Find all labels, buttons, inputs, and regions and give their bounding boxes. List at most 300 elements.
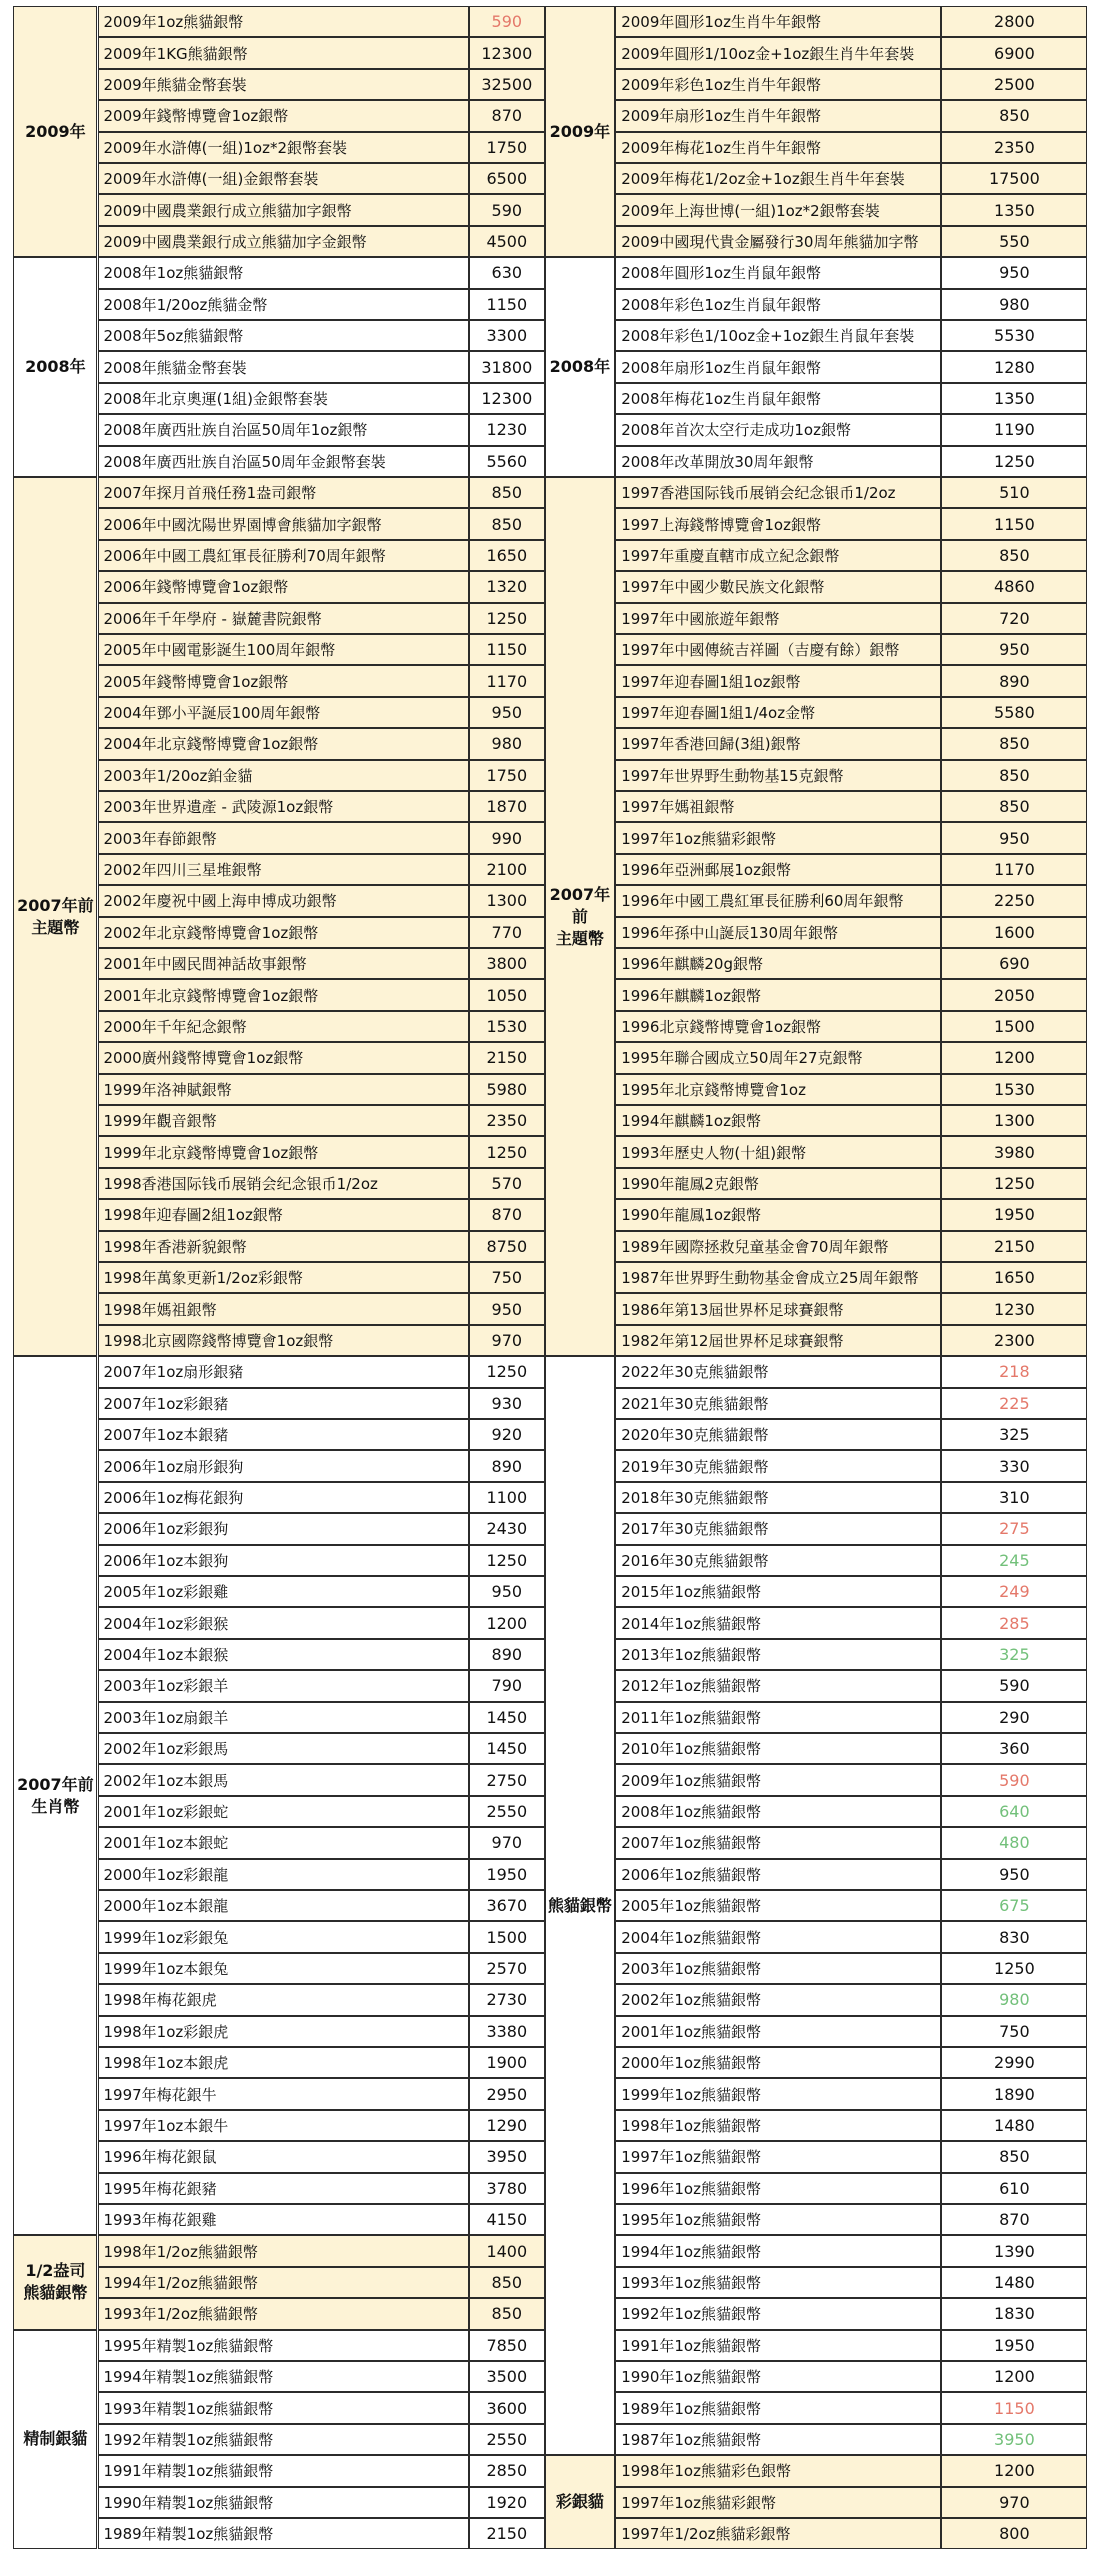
- left-coin-price: 930: [469, 1388, 545, 1419]
- right-coin-name: 1987年1oz熊貓銀幣: [615, 2424, 941, 2455]
- left-coin-name: 1998年萬象更新1/2oz彩銀幣: [98, 1262, 470, 1293]
- left-coin-price: 590: [469, 6, 545, 37]
- right-coin-name: 2009年圓形1oz生肖牛年銀幣: [615, 6, 941, 37]
- right-coin-price: 950: [941, 1859, 1087, 1890]
- left-category-label: 2007年前 主題幣: [13, 477, 97, 1356]
- right-coin-name: 1996北京錢幣博覽會1oz銀幣: [615, 1011, 941, 1042]
- left-coin-name: 1998北京國際錢幣博覽會1oz銀幣: [98, 1325, 470, 1356]
- right-coin-price: 3950: [941, 2424, 1087, 2455]
- left-coin-name: 1991年精製1oz熊貓銀幣: [98, 2455, 470, 2486]
- right-coin-price: 1350: [941, 194, 1087, 225]
- right-coin-price: 1650: [941, 1262, 1087, 1293]
- left-coin-price: 2550: [469, 1796, 545, 1827]
- left-coin-price: 3600: [469, 2392, 545, 2423]
- left-coin-name: 1999年1oz本銀兔: [98, 1953, 470, 1984]
- right-coin-name: 1995年1oz熊貓銀幣: [615, 2204, 941, 2235]
- right-coin-name: 2008年彩色1/10oz金+1oz銀生肖鼠年套裝: [615, 320, 941, 351]
- left-coin-name: 2001年中國民間神話故事銀幣: [98, 948, 470, 979]
- right-coin-price: 2050: [941, 979, 1087, 1010]
- left-coin-price: 2850: [469, 2455, 545, 2486]
- right-coin-name: 1999年1oz熊貓銀幣: [615, 2078, 941, 2109]
- right-coin-price: 950: [941, 634, 1087, 665]
- right-coin-name: 2015年1oz熊貓銀幣: [615, 1576, 941, 1607]
- right-coin-price: 325: [941, 1419, 1087, 1450]
- right-coin-price: 6900: [941, 37, 1087, 68]
- right-coin-name: 2008年首次太空行走成功1oz銀幣: [615, 414, 941, 445]
- right-coin-name: 1996年1oz熊貓銀幣: [615, 2173, 941, 2204]
- right-coin-name: 1997香港国际钱币展销会纪念银币1/2oz: [615, 477, 941, 508]
- right-coin-price: 610: [941, 2173, 1087, 2204]
- right-coin-price: 950: [941, 257, 1087, 288]
- right-coin-name: 1990年1oz熊貓銀幣: [615, 2361, 941, 2392]
- left-coin-price: 1290: [469, 2110, 545, 2141]
- left-coin-price: 870: [469, 100, 545, 131]
- right-coin-name: 1990年龍鳳1oz銀幣: [615, 1199, 941, 1230]
- right-coin-name: 2008年梅花1oz生肖鼠年銀幣: [615, 383, 941, 414]
- right-coin-price: 5530: [941, 320, 1087, 351]
- right-coin-price: 275: [941, 1513, 1087, 1544]
- left-coin-price: 1170: [469, 665, 545, 696]
- left-coin-name: 2003年世界遺產 - 武陵源1oz銀幣: [98, 791, 470, 822]
- right-coin-price: 800: [941, 2518, 1087, 2549]
- left-coin-price: 570: [469, 1168, 545, 1199]
- left-coin-price: 3780: [469, 2173, 545, 2204]
- right-coin-price: 225: [941, 1388, 1087, 1419]
- right-coin-price: 830: [941, 1921, 1087, 1952]
- right-coin-name: 2006年1oz熊貓銀幣: [615, 1859, 941, 1890]
- left-coin-price: 1450: [469, 1733, 545, 1764]
- right-coin-price: 850: [941, 760, 1087, 791]
- right-coin-name: 1990年龍鳳2克銀幣: [615, 1168, 941, 1199]
- right-coin-name: 1997年媽祖銀幣: [615, 791, 941, 822]
- left-coin-price: 1300: [469, 885, 545, 916]
- right-coin-price: 590: [941, 1764, 1087, 1795]
- right-coin-name: 1989年1oz熊貓銀幣: [615, 2392, 941, 2423]
- left-coin-price: 2750: [469, 1764, 545, 1795]
- left-coin-name: 2009年水滸傳(一組)1oz*2銀幣套裝: [98, 132, 470, 163]
- left-coin-name: 2009年水滸傳(一組)金銀幣套裝: [98, 163, 470, 194]
- right-coin-name: 2009年上海世博(一組)1oz*2銀幣套裝: [615, 194, 941, 225]
- left-coin-price: 3300: [469, 320, 545, 351]
- right-coin-name: 1996年中國工農紅軍長征勝利60周年銀幣: [615, 885, 941, 916]
- right-coin-name: 1997年中國旅遊年銀幣: [615, 603, 941, 634]
- left-coin-price: 1100: [469, 1482, 545, 1513]
- left-coin-price: 3950: [469, 2141, 545, 2172]
- left-coin-price: 990: [469, 822, 545, 853]
- left-coin-price: 890: [469, 1450, 545, 1481]
- right-coin-name: 1996年麒麟1oz銀幣: [615, 979, 941, 1010]
- left-coin-price: 1320: [469, 571, 545, 602]
- left-coin-name: 2006年1oz梅花銀狗: [98, 1482, 470, 1513]
- right-coin-price: 1480: [941, 2267, 1087, 2298]
- right-coin-name: 2008年1oz熊貓銀幣: [615, 1796, 941, 1827]
- right-coin-price: 850: [941, 540, 1087, 571]
- right-coin-price: 870: [941, 2204, 1087, 2235]
- left-coin-price: 2570: [469, 1953, 545, 1984]
- right-coin-price: 3980: [941, 1136, 1087, 1167]
- left-coin-price: 950: [469, 697, 545, 728]
- left-coin-price: 1250: [469, 1136, 545, 1167]
- right-coin-price: 1390: [941, 2235, 1087, 2266]
- left-coin-name: 1998年媽祖銀幣: [98, 1293, 470, 1324]
- right-coin-name: 1997年中國少數民族文化銀幣: [615, 571, 941, 602]
- left-coin-name: 2004年1oz本銀猴: [98, 1639, 470, 1670]
- right-coin-price: 1480: [941, 2110, 1087, 2141]
- right-coin-price: 970: [941, 2487, 1087, 2518]
- right-coin-name: 1994年麒麟1oz銀幣: [615, 1105, 941, 1136]
- left-coin-price: 870: [469, 1199, 545, 1230]
- left-coin-price: 890: [469, 1639, 545, 1670]
- left-coin-price: 850: [469, 508, 545, 539]
- right-coin-price: 1150: [941, 508, 1087, 539]
- left-coin-name: 2007年1oz本銀豬: [98, 1419, 470, 1450]
- left-coin-price: 2350: [469, 1105, 545, 1136]
- left-coin-name: 1996年梅花銀鼠: [98, 2141, 470, 2172]
- right-coin-price: 1190: [941, 414, 1087, 445]
- left-coin-price: 1230: [469, 414, 545, 445]
- right-coin-name: 1998年1oz熊貓銀幣: [615, 2110, 941, 2141]
- left-coin-price: 970: [469, 1827, 545, 1858]
- left-coin-price: 950: [469, 1293, 545, 1324]
- right-category-label: 彩銀貓: [545, 2455, 616, 2549]
- left-coin-price: 3800: [469, 948, 545, 979]
- left-coin-name: 2002年北京錢幣博覽會1oz銀幣: [98, 917, 470, 948]
- left-coin-price: 32500: [469, 69, 545, 100]
- right-coin-name: 1996年亞洲郵展1oz銀幣: [615, 854, 941, 885]
- right-coin-name: 1991年1oz熊貓銀幣: [615, 2330, 941, 2361]
- left-coin-name: 2003年春節銀幣: [98, 822, 470, 853]
- right-coin-name: 1996年麒麟20g銀幣: [615, 948, 941, 979]
- right-coin-name: 1992年1oz熊貓銀幣: [615, 2298, 941, 2329]
- left-coin-name: 1989年精製1oz熊貓銀幣: [98, 2518, 470, 2549]
- left-coin-price: 4500: [469, 226, 545, 257]
- right-coin-price: 245: [941, 1545, 1087, 1576]
- right-coin-name: 2009年梅花1oz生肖牛年銀幣: [615, 132, 941, 163]
- left-coin-name: 2005年1oz彩銀雞: [98, 1576, 470, 1607]
- right-coin-name: 2011年1oz熊貓銀幣: [615, 1702, 941, 1733]
- right-coin-price: 950: [941, 822, 1087, 853]
- left-coin-name: 1999年1oz彩銀兔: [98, 1921, 470, 1952]
- right-coin-price: 1350: [941, 383, 1087, 414]
- right-coin-name: 1995年聯合國成立50周年27克銀幣: [615, 1042, 941, 1073]
- left-category-label: 2007年前 生肖幣: [13, 1356, 97, 2235]
- right-coin-name: 2014年1oz熊貓銀幣: [615, 1607, 941, 1638]
- left-coin-name: 2008年廣西壯族自治區50周年1oz銀幣: [98, 414, 470, 445]
- right-coin-name: 2016年30克熊貓銀幣: [615, 1545, 941, 1576]
- left-coin-price: 2730: [469, 1984, 545, 2015]
- left-coin-price: 8750: [469, 1231, 545, 1262]
- left-coin-price: 4150: [469, 2204, 545, 2235]
- left-coin-name: 2000年1oz彩銀龍: [98, 1859, 470, 1890]
- left-coin-name: 2002年四川三星堆銀幣: [98, 854, 470, 885]
- left-coin-price: 3380: [469, 2016, 545, 2047]
- left-coin-name: 1998年梅花銀虎: [98, 1984, 470, 2015]
- right-coin-name: 2004年1oz熊貓銀幣: [615, 1921, 941, 1952]
- right-coin-name: 1997年1oz熊貓彩銀幣: [615, 2487, 941, 2518]
- right-coin-name: 1987年世界野生動物基金會成立25周年銀幣: [615, 1262, 941, 1293]
- left-coin-name: 1995年梅花銀豬: [98, 2173, 470, 2204]
- left-coin-name: 2003年1oz彩銀羊: [98, 1670, 470, 1701]
- right-coin-price: 510: [941, 477, 1087, 508]
- right-coin-name: 2008年彩色1oz生肖鼠年銀幣: [615, 289, 941, 320]
- left-coin-price: 2100: [469, 854, 545, 885]
- left-coin-price: 31800: [469, 351, 545, 382]
- left-category-label: 1/2盎司 熊貓銀幣: [13, 2235, 97, 2329]
- right-coin-price: 980: [941, 1984, 1087, 2015]
- left-coin-name: 2001年1oz本銀蛇: [98, 1827, 470, 1858]
- left-coin-name: 2006年中國工農紅軍長征勝利70周年銀幣: [98, 540, 470, 571]
- right-coin-name: 1998年1oz熊貓彩色銀幣: [615, 2455, 941, 2486]
- left-coin-name: 1998年香港新貌銀幣: [98, 1231, 470, 1262]
- left-coin-price: 3670: [469, 1890, 545, 1921]
- left-coin-name: 1997年梅花銀牛: [98, 2078, 470, 2109]
- left-coin-name: 1993年梅花銀雞: [98, 2204, 470, 2235]
- right-coin-price: 1250: [941, 1168, 1087, 1199]
- left-coin-name: 2008年1oz熊貓銀幣: [98, 257, 470, 288]
- left-coin-price: 1530: [469, 1011, 545, 1042]
- left-coin-name: 1998年1oz本銀虎: [98, 2047, 470, 2078]
- left-coin-price: 850: [469, 2298, 545, 2329]
- right-coin-name: 1986年第13屆世界杯足球賽銀幣: [615, 1293, 941, 1324]
- left-coin-price: 1750: [469, 760, 545, 791]
- left-coin-price: 1250: [469, 1356, 545, 1387]
- left-coin-name: 2002年慶祝中國上海申博成功銀幣: [98, 885, 470, 916]
- right-coin-price: 1950: [941, 2330, 1087, 2361]
- left-coin-name: 2008年熊貓金幣套裝: [98, 351, 470, 382]
- right-coin-price: 850: [941, 791, 1087, 822]
- right-coin-price: 750: [941, 2016, 1087, 2047]
- right-coin-price: 590: [941, 1670, 1087, 1701]
- left-coin-price: 1920: [469, 2487, 545, 2518]
- right-coin-price: 360: [941, 1733, 1087, 1764]
- left-coin-price: 5560: [469, 446, 545, 477]
- right-coin-name: 2000年1oz熊貓銀幣: [615, 2047, 941, 2078]
- left-category-label: 2009年: [13, 6, 97, 257]
- right-coin-price: 325: [941, 1639, 1087, 1670]
- right-coin-name: 2013年1oz熊貓銀幣: [615, 1639, 941, 1670]
- right-category-label: 熊貓銀幣: [545, 1356, 616, 2455]
- left-coin-name: 2003年1oz扇銀羊: [98, 1702, 470, 1733]
- right-coin-price: 1950: [941, 1199, 1087, 1230]
- left-coin-price: 850: [469, 2267, 545, 2298]
- right-coin-price: 1500: [941, 1011, 1087, 1042]
- right-coin-price: 1150: [941, 2392, 1087, 2423]
- left-coin-name: 2008年1/20oz熊貓金幣: [98, 289, 470, 320]
- left-coin-name: 1990年精製1oz熊貓銀幣: [98, 2487, 470, 2518]
- right-coin-price: 850: [941, 728, 1087, 759]
- right-coin-price: 1600: [941, 917, 1087, 948]
- left-coin-price: 1200: [469, 1607, 545, 1638]
- right-coin-name: 2001年1oz熊貓銀幣: [615, 2016, 941, 2047]
- right-coin-name: 2008年扇形1oz生肖鼠年銀幣: [615, 351, 941, 382]
- left-coin-price: 850: [469, 477, 545, 508]
- right-coin-price: 675: [941, 1890, 1087, 1921]
- left-coin-price: 750: [469, 1262, 545, 1293]
- right-coin-price: 1200: [941, 2361, 1087, 2392]
- right-coin-price: 2500: [941, 69, 1087, 100]
- right-coin-price: 249: [941, 1576, 1087, 1607]
- left-coin-name: 2006年中國沈陽世界園博會熊貓加字銀幣: [98, 508, 470, 539]
- right-coin-name: 1997年重慶直轄市成立紀念銀幣: [615, 540, 941, 571]
- left-coin-name: 2009年1KG熊貓銀幣: [98, 37, 470, 68]
- right-coin-price: 1830: [941, 2298, 1087, 2329]
- right-coin-name: 2022年30克熊貓銀幣: [615, 1356, 941, 1387]
- right-coin-name: 1997上海錢幣博覽會1oz銀幣: [615, 508, 941, 539]
- left-coin-price: 5980: [469, 1074, 545, 1105]
- right-coin-price: 980: [941, 289, 1087, 320]
- left-coin-price: 1450: [469, 1702, 545, 1733]
- right-coin-price: 1250: [941, 1953, 1087, 1984]
- right-coin-name: 2009中國現代貴金屬發行30周年熊貓加字幣: [615, 226, 941, 257]
- right-coin-price: 1250: [941, 446, 1087, 477]
- left-coin-name: 2005年中國電影誕生100周年銀幣: [98, 634, 470, 665]
- left-coin-name: 1995年精製1oz熊貓銀幣: [98, 2330, 470, 2361]
- left-coin-price: 3500: [469, 2361, 545, 2392]
- left-coin-name: 2006年1oz扇形銀狗: [98, 1450, 470, 1481]
- right-coin-price: 1300: [941, 1105, 1087, 1136]
- right-coin-price: 1280: [941, 351, 1087, 382]
- left-coin-name: 2007年1oz彩銀豬: [98, 1388, 470, 1419]
- left-coin-price: 2150: [469, 1042, 545, 1073]
- right-coin-name: 1997年迎春圖1組1oz銀幣: [615, 665, 941, 696]
- left-coin-price: 12300: [469, 383, 545, 414]
- right-category-label: 2009年: [545, 6, 616, 257]
- left-coin-name: 2000年千年紀念銀幣: [98, 1011, 470, 1042]
- left-coin-name: 1999年洛神賦銀幣: [98, 1074, 470, 1105]
- left-coin-price: 590: [469, 194, 545, 225]
- left-coin-name: 2007年1oz扇形銀豬: [98, 1356, 470, 1387]
- left-coin-price: 7850: [469, 2330, 545, 2361]
- left-coin-price: 6500: [469, 163, 545, 194]
- left-coin-price: 1870: [469, 791, 545, 822]
- right-coin-name: 1997年香港回歸(3組)銀幣: [615, 728, 941, 759]
- left-coin-price: 920: [469, 1419, 545, 1450]
- right-coin-name: 2008年圓形1oz生肖鼠年銀幣: [615, 257, 941, 288]
- right-coin-name: 1997年1oz熊貓彩銀幣: [615, 822, 941, 853]
- left-coin-name: 2006年1oz本銀狗: [98, 1545, 470, 1576]
- left-coin-name: 2009中國農業銀行成立熊貓加字金銀幣: [98, 226, 470, 257]
- left-coin-price: 770: [469, 917, 545, 948]
- right-coin-name: 2009年1oz熊貓銀幣: [615, 1764, 941, 1795]
- left-coin-name: 2009年1oz熊貓銀幣: [98, 6, 470, 37]
- left-coin-name: 2002年1oz彩銀馬: [98, 1733, 470, 1764]
- left-coin-name: 2006年千年學府 - 嶽麓書院銀幣: [98, 603, 470, 634]
- right-coin-price: 1200: [941, 2455, 1087, 2486]
- right-coin-price: 1890: [941, 2078, 1087, 2109]
- left-coin-price: 630: [469, 257, 545, 288]
- right-coin-name: 1997年世界野生動物基15克銀幣: [615, 760, 941, 791]
- right-coin-name: 1989年國際拯救兒童基金會70周年銀幣: [615, 1231, 941, 1262]
- right-coin-name: 2018年30克熊貓銀幣: [615, 1482, 941, 1513]
- left-coin-name: 2004年北京錢幣博覽會1oz銀幣: [98, 728, 470, 759]
- left-coin-price: 980: [469, 728, 545, 759]
- left-coin-name: 2005年錢幣博覽會1oz銀幣: [98, 665, 470, 696]
- left-coin-name: 2008年北京奧運(1組)金銀幣套裝: [98, 383, 470, 414]
- left-category-label: 2008年: [13, 257, 97, 477]
- left-coin-name: 2004年鄧小平誕辰100周年銀幣: [98, 697, 470, 728]
- left-coin-price: 2550: [469, 2424, 545, 2455]
- left-coin-name: 1994年精製1oz熊貓銀幣: [98, 2361, 470, 2392]
- right-coin-name: 2012年1oz熊貓銀幣: [615, 1670, 941, 1701]
- left-coin-price: 1050: [469, 979, 545, 1010]
- left-coin-name: 1997年1oz本銀牛: [98, 2110, 470, 2141]
- right-coin-price: 218: [941, 1356, 1087, 1387]
- right-coin-name: 1993年歷史人物(十組)銀幣: [615, 1136, 941, 1167]
- right-coin-name: 1993年1oz熊貓銀幣: [615, 2267, 941, 2298]
- left-coin-price: 2150: [469, 2518, 545, 2549]
- right-coin-price: 2250: [941, 885, 1087, 916]
- left-coin-name: 1993年1/2oz熊貓銀幣: [98, 2298, 470, 2329]
- left-coin-price: 1250: [469, 1545, 545, 1576]
- left-coin-price: 1750: [469, 132, 545, 163]
- right-coin-price: 4860: [941, 571, 1087, 602]
- left-coin-name: 2000廣州錢幣博覽會1oz銀幣: [98, 1042, 470, 1073]
- right-coin-name: 1996年孫中山誕辰130周年銀幣: [615, 917, 941, 948]
- right-coin-name: 2010年1oz熊貓銀幣: [615, 1733, 941, 1764]
- left-coin-price: 1150: [469, 289, 545, 320]
- right-coin-name: 1994年1oz熊貓銀幣: [615, 2235, 941, 2266]
- right-coin-name: 1982年第12屆世界杯足球賽銀幣: [615, 1325, 941, 1356]
- left-coin-name: 1993年精製1oz熊貓銀幣: [98, 2392, 470, 2423]
- right-coin-price: 310: [941, 1482, 1087, 1513]
- left-coin-price: 1250: [469, 603, 545, 634]
- right-coin-price: 890: [941, 665, 1087, 696]
- right-coin-price: 17500: [941, 163, 1087, 194]
- right-coin-price: 720: [941, 603, 1087, 634]
- right-category-label: 2007年前 主題幣: [545, 477, 616, 1356]
- left-coin-name: 1992年精製1oz熊貓銀幣: [98, 2424, 470, 2455]
- left-coin-name: 2008年5oz熊貓銀幣: [98, 320, 470, 351]
- right-coin-price: 1170: [941, 854, 1087, 885]
- left-coin-name: 1998年1/2oz熊貓銀幣: [98, 2235, 470, 2266]
- right-category-label: 2008年: [545, 257, 616, 477]
- right-coin-name: 2009年梅花1/2oz金+1oz銀生肖牛年套裝: [615, 163, 941, 194]
- left-coin-name: 1998年迎春圖2組1oz銀幣: [98, 1199, 470, 1230]
- right-coin-price: 1530: [941, 1074, 1087, 1105]
- left-coin-name: 2006年錢幣博覽會1oz銀幣: [98, 571, 470, 602]
- left-coin-name: 1999年觀音銀幣: [98, 1105, 470, 1136]
- right-coin-name: 2020年30克熊貓銀幣: [615, 1419, 941, 1450]
- right-coin-price: 2300: [941, 1325, 1087, 1356]
- right-coin-name: 2021年30克熊貓銀幣: [615, 1388, 941, 1419]
- right-coin-price: 285: [941, 1607, 1087, 1638]
- left-coin-name: 2008年廣西壯族自治區50周年金銀幣套裝: [98, 446, 470, 477]
- right-coin-name: 1997年1oz熊貓銀幣: [615, 2141, 941, 2172]
- left-coin-price: 2430: [469, 1513, 545, 1544]
- right-coin-price: 2350: [941, 132, 1087, 163]
- left-coin-name: 2001年1oz彩銀蛇: [98, 1796, 470, 1827]
- right-coin-price: 550: [941, 226, 1087, 257]
- left-coin-name: 2001年北京錢幣博覽會1oz銀幣: [98, 979, 470, 1010]
- left-coin-price: 1400: [469, 2235, 545, 2266]
- left-coin-name: 1994年1/2oz熊貓銀幣: [98, 2267, 470, 2298]
- left-coin-name: 2003年1/20oz鉑金貓: [98, 760, 470, 791]
- left-coin-price: 1150: [469, 634, 545, 665]
- left-coin-name: 2009年錢幣博覽會1oz銀幣: [98, 100, 470, 131]
- right-coin-price: 330: [941, 1450, 1087, 1481]
- right-coin-price: 290: [941, 1702, 1087, 1733]
- left-category-label: 精制銀貓: [13, 2330, 97, 2550]
- right-coin-name: 1995年北京錢幣博覽會1oz: [615, 1074, 941, 1105]
- left-coin-name: 1998年1oz彩銀虎: [98, 2016, 470, 2047]
- left-coin-price: 2950: [469, 2078, 545, 2109]
- right-coin-name: 2019年30克熊貓銀幣: [615, 1450, 941, 1481]
- left-coin-name: 2004年1oz彩銀猴: [98, 1607, 470, 1638]
- right-coin-price: 690: [941, 948, 1087, 979]
- left-coin-name: 1999年北京錢幣博覽會1oz銀幣: [98, 1136, 470, 1167]
- left-coin-price: 1500: [469, 1921, 545, 1952]
- right-coin-name: 2003年1oz熊貓銀幣: [615, 1953, 941, 1984]
